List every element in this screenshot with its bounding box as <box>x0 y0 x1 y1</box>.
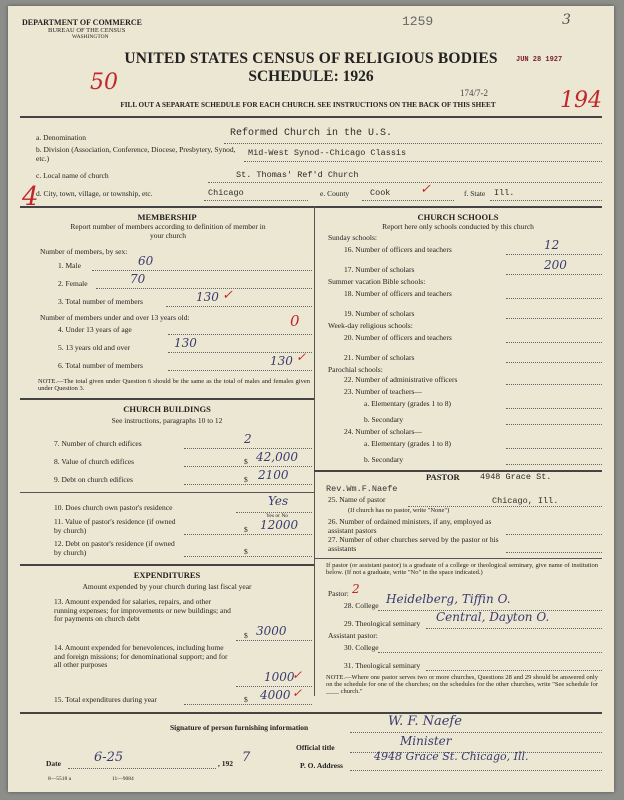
weekday-label: Week-day religious schools: <box>328 321 413 330</box>
q8-dollar: $ <box>244 457 248 466</box>
q5-line <box>168 352 312 353</box>
expenditures-rule <box>20 564 314 566</box>
q8-label: 8. Value of church edifices <box>54 457 135 466</box>
pastor-note: NOTE.—Where one pastor serves two or more churches, Questions 28 and 29 should be answered only on the schedule for one of the churches; on the schedules for the other churches, write "See schedule for ____ church." <box>326 674 598 696</box>
q23b-line <box>506 424 602 425</box>
by-sex-label: Number of members, by sex: <box>40 247 128 256</box>
buildings-heading: CHURCH BUILDINGS <box>123 404 211 414</box>
denomination-value: Reformed Church in the U.S. <box>230 128 393 139</box>
county-check-mark: ✓ <box>420 182 431 197</box>
year-prefix: , 192 <box>218 759 233 768</box>
q14-check-mark: ✓ <box>292 668 303 682</box>
division-value: Mid-West Synod--Chicago Classis <box>248 148 407 158</box>
q15-value: 4000 <box>260 688 291 702</box>
pastor-name-typed: Rev.Wm.F.Naefe <box>326 484 398 494</box>
q4-label: 4. Under 13 years of age <box>58 325 132 334</box>
q18-label: 18. Number of officers and teachers <box>344 289 452 298</box>
q12-label: 12. Debt on pastor's residence (if owned by church) <box>54 539 175 557</box>
q21-label: 21. Number of scholars <box>344 353 415 362</box>
schools-sub: Report here only schools conducted by this church <box>382 222 534 231</box>
census-form-sheet <box>8 6 614 792</box>
q7-line <box>184 448 312 449</box>
q19-label: 19. Number of scholars <box>344 309 415 318</box>
q7-value: 2 <box>244 432 252 446</box>
q11-dollar: $ <box>244 525 248 534</box>
city-label: WASHINGTON <box>72 34 109 40</box>
q19-line <box>506 318 602 319</box>
q23b-label: b. Secondary <box>364 415 404 424</box>
parochial-label: Parochial schools: <box>328 365 383 374</box>
q6-line <box>168 370 312 371</box>
residence-rule <box>20 492 314 493</box>
q13-dollar: $ <box>244 631 248 640</box>
column-divider <box>314 206 315 696</box>
signature-value: W. F. Naefe <box>388 714 462 729</box>
q1-label: 1. Male <box>58 261 81 270</box>
q20-label: 20. Number of officers and teachers <box>344 333 452 342</box>
q2-line <box>96 288 312 289</box>
q1-line <box>92 270 312 271</box>
membership-note: NOTE.—The total given under Question 6 should be the same as the total of males and females given under Question 3. <box>38 378 310 393</box>
county-label: e. County <box>320 189 350 198</box>
expenditures-sub: Amount expended by your church during last fiscal year <box>82 582 252 591</box>
q24b-line <box>506 464 602 465</box>
summer-label: Summer vacation Bible schools: <box>328 277 426 286</box>
denomination-label: a. Denomination <box>36 133 86 142</box>
q17-value: 200 <box>544 258 567 272</box>
q9-dollar: $ <box>244 475 248 484</box>
q21-line <box>506 362 602 363</box>
date-line <box>68 768 216 769</box>
q17-line <box>506 274 602 275</box>
title-value: Minister <box>400 734 452 748</box>
q11-line <box>184 534 312 535</box>
q27-label: 27. Number of other churches served by the pastor or his assistants <box>328 535 499 553</box>
q12-dollar: $ <box>244 547 248 556</box>
q23a-line <box>506 408 602 409</box>
q27-line <box>506 552 602 553</box>
q14-value: 1000 <box>264 670 295 684</box>
local-name-value: St. Thomas' Ref'd Church <box>236 170 359 180</box>
buildings-sub: See instructions, paragraphs 10 to 12 <box>111 416 223 425</box>
q24-label: 24. Number of scholars— <box>344 427 422 436</box>
q15-dollar: $ <box>244 695 248 704</box>
q6-check-mark: ✓ <box>296 350 307 364</box>
year-value: 7 <box>242 750 251 765</box>
q23a-label: a. Elementary (grades 1 to 8) <box>364 399 452 408</box>
city-field-value: Chicago <box>208 188 244 198</box>
state-line <box>490 200 602 201</box>
q7-label: 7. Number of church edifices <box>54 439 142 448</box>
handwritten-mark-4: 4 <box>22 182 39 212</box>
q10-value: Yes <box>268 494 289 508</box>
q3-check-mark: ✓ <box>222 288 233 303</box>
state-label: f. State <box>464 189 486 198</box>
q6-value: 130 <box>270 354 293 368</box>
q13-line <box>236 640 312 641</box>
q4-value: 0 <box>290 312 300 330</box>
q16-label: 16. Number of officers and teachers <box>344 245 452 254</box>
date-value: 6-25 <box>94 750 124 765</box>
q9-label: 9. Debt on church edifices <box>54 475 133 484</box>
q2-label: 2. Female <box>58 279 88 288</box>
pastor-heading: PASTOR <box>426 472 460 482</box>
q9-line <box>184 484 312 485</box>
membership-heading: MEMBERSHIP <box>137 212 197 222</box>
q31-label: 31. Theological seminary <box>344 661 421 670</box>
q15-label: 15. Total expenditures during year <box>54 695 157 704</box>
q25-note: (If church has no pastor, write "None") <box>348 507 450 514</box>
pastor-count: 2 <box>352 582 360 596</box>
q25-label: 25. Name of pastor <box>328 495 386 504</box>
q14-label: 14. Amount expended for benevolences, including home and foreign missions; for denominational support; and for all other purposes <box>54 643 228 670</box>
q28-value: Heidelberg, Tiffin O. <box>386 592 511 606</box>
q5-label: 5. 13 years old and over <box>58 343 131 352</box>
q24a-label: a. Elementary (grades 1 to 8) <box>364 439 452 448</box>
code-mark: 174/7-2 <box>460 88 488 98</box>
handwritten-mark-50: 50 <box>90 70 118 95</box>
signature-line <box>350 732 602 733</box>
handwritten-mark-194: 194 <box>560 88 602 113</box>
county-line <box>362 200 454 201</box>
q30-line <box>378 652 602 653</box>
denomination-line <box>224 143 602 144</box>
q26-label: 26. Number of ordained ministers, if any, employed as assistant pastors <box>328 517 492 535</box>
q28-label: 28. College <box>344 601 379 610</box>
expenditures-heading: EXPENDITURES <box>133 570 201 580</box>
q8-value: 42,000 <box>256 450 298 464</box>
state-value: Ill. <box>494 188 515 198</box>
received-date-stamp: JUN 28 1927 <box>516 56 563 64</box>
q3-value: 130 <box>196 290 219 304</box>
q13-value: 3000 <box>256 624 287 638</box>
schools-heading: CHURCH SCHOOLS <box>417 212 499 222</box>
county-value: Cook <box>370 188 391 198</box>
q12-line <box>184 556 312 557</box>
graduate-note: If pastor (or assistant pastor) is a graduate of a college or theological seminary, give name of institution below. (If not a graduate, write "No" in the space indicated.) <box>326 562 598 577</box>
q2-value: 70 <box>130 272 146 286</box>
q23-label: 23. Number of teachers— <box>344 387 422 396</box>
schedule-title: SCHEDULE: 1926 <box>248 68 374 85</box>
serial-number: 1259 <box>402 14 434 29</box>
local-name-line <box>208 182 602 183</box>
pastor-address-typed: 4948 Grace St. <box>480 472 552 482</box>
bureau-label: BUREAU OF THE CENSUS <box>48 27 126 34</box>
q20-line <box>506 342 602 343</box>
sunday-label: Sunday schools: <box>328 233 377 242</box>
q29-line <box>426 628 602 629</box>
q16-value: 12 <box>544 238 560 252</box>
q5-value: 130 <box>174 336 197 350</box>
q3-label: 3. Total number of members <box>58 297 143 306</box>
address-value: 4948 Grace St. Chicago, Ill. <box>374 750 529 763</box>
q9-value: 2100 <box>258 468 289 482</box>
corner-mark: 3 <box>562 12 571 28</box>
header-rule <box>20 116 602 118</box>
q18-line <box>506 298 602 299</box>
address-label: P. O. Address <box>300 761 343 770</box>
q24a-line <box>506 448 602 449</box>
q22-label: 22. Number of administrative officers <box>344 375 458 384</box>
q10-label: 10. Does church own pastor's residence <box>54 503 173 512</box>
q15-check-mark: ✓ <box>292 686 303 700</box>
dept-label: DEPARTMENT OF COMMERCE <box>22 18 143 27</box>
pastor-label: Pastor: <box>328 589 349 598</box>
q4-line <box>168 334 312 335</box>
print-number: 11—9084 <box>112 776 134 782</box>
pastor-address-city: Chicago, Ill. <box>492 496 559 506</box>
q29-label: 29. Theological seminary <box>344 619 421 628</box>
q16-line <box>506 254 602 255</box>
q29-value: Central, Dayton O. <box>436 610 550 624</box>
q8-line <box>184 466 312 467</box>
city-line <box>204 200 308 201</box>
address-line <box>350 770 602 771</box>
q31-line <box>426 670 602 671</box>
instruction-line: FILL OUT A SEPARATE SCHEDULE FOR EACH CHURCH. SEE INSTRUCTIONS ON THE BACK OF THIS SHEET <box>120 101 496 109</box>
footer-rule <box>20 712 602 714</box>
q30-label: 30. College <box>344 643 379 652</box>
q22-line <box>506 384 602 385</box>
under-over-label: Number of members under and over 13 years old: <box>40 313 190 322</box>
q3-line <box>166 306 312 307</box>
buildings-rule <box>20 398 314 400</box>
division-line <box>244 161 602 162</box>
asst-label: Assistant pastor: <box>328 631 378 640</box>
membership-sub: Report number of members according to definition of member in your church <box>70 222 266 240</box>
q26-line <box>506 534 602 535</box>
q11-value: 12000 <box>260 518 299 532</box>
local-name-label: c. Local name of church <box>36 171 109 180</box>
q13-label: 13. Amount expended for salaries, repairs, and other running expenses; for improvements or new buildings; and for payments on church debt <box>54 597 231 624</box>
form-number: 8—5518 a <box>48 776 72 782</box>
graduate-rule <box>314 558 602 559</box>
q1-value: 60 <box>138 254 154 268</box>
q11-label: 11. Value of pastor's residence (if owned by church) <box>54 517 176 535</box>
q24b-label: b. Secondary <box>364 455 404 464</box>
q6-label: 6. Total number of members <box>58 361 143 370</box>
q17-label: 17. Number of scholars <box>344 265 415 274</box>
signature-label: Signature of person furnishing information <box>170 723 309 732</box>
q15-line <box>184 704 312 705</box>
city-field-label: d. City, town, village, or township, etc. <box>36 189 153 198</box>
form-title: UNITED STATES CENSUS OF RELIGIOUS BODIES <box>124 50 498 67</box>
title-label: Official title <box>296 743 335 752</box>
date-label: Date <box>46 759 61 768</box>
division-label: b. Division (Association, Conference, Diocese, Presbytery, Synod, etc.) <box>36 145 236 163</box>
yes-no-hint: Yes or No <box>266 513 289 519</box>
general-rule <box>20 206 602 208</box>
